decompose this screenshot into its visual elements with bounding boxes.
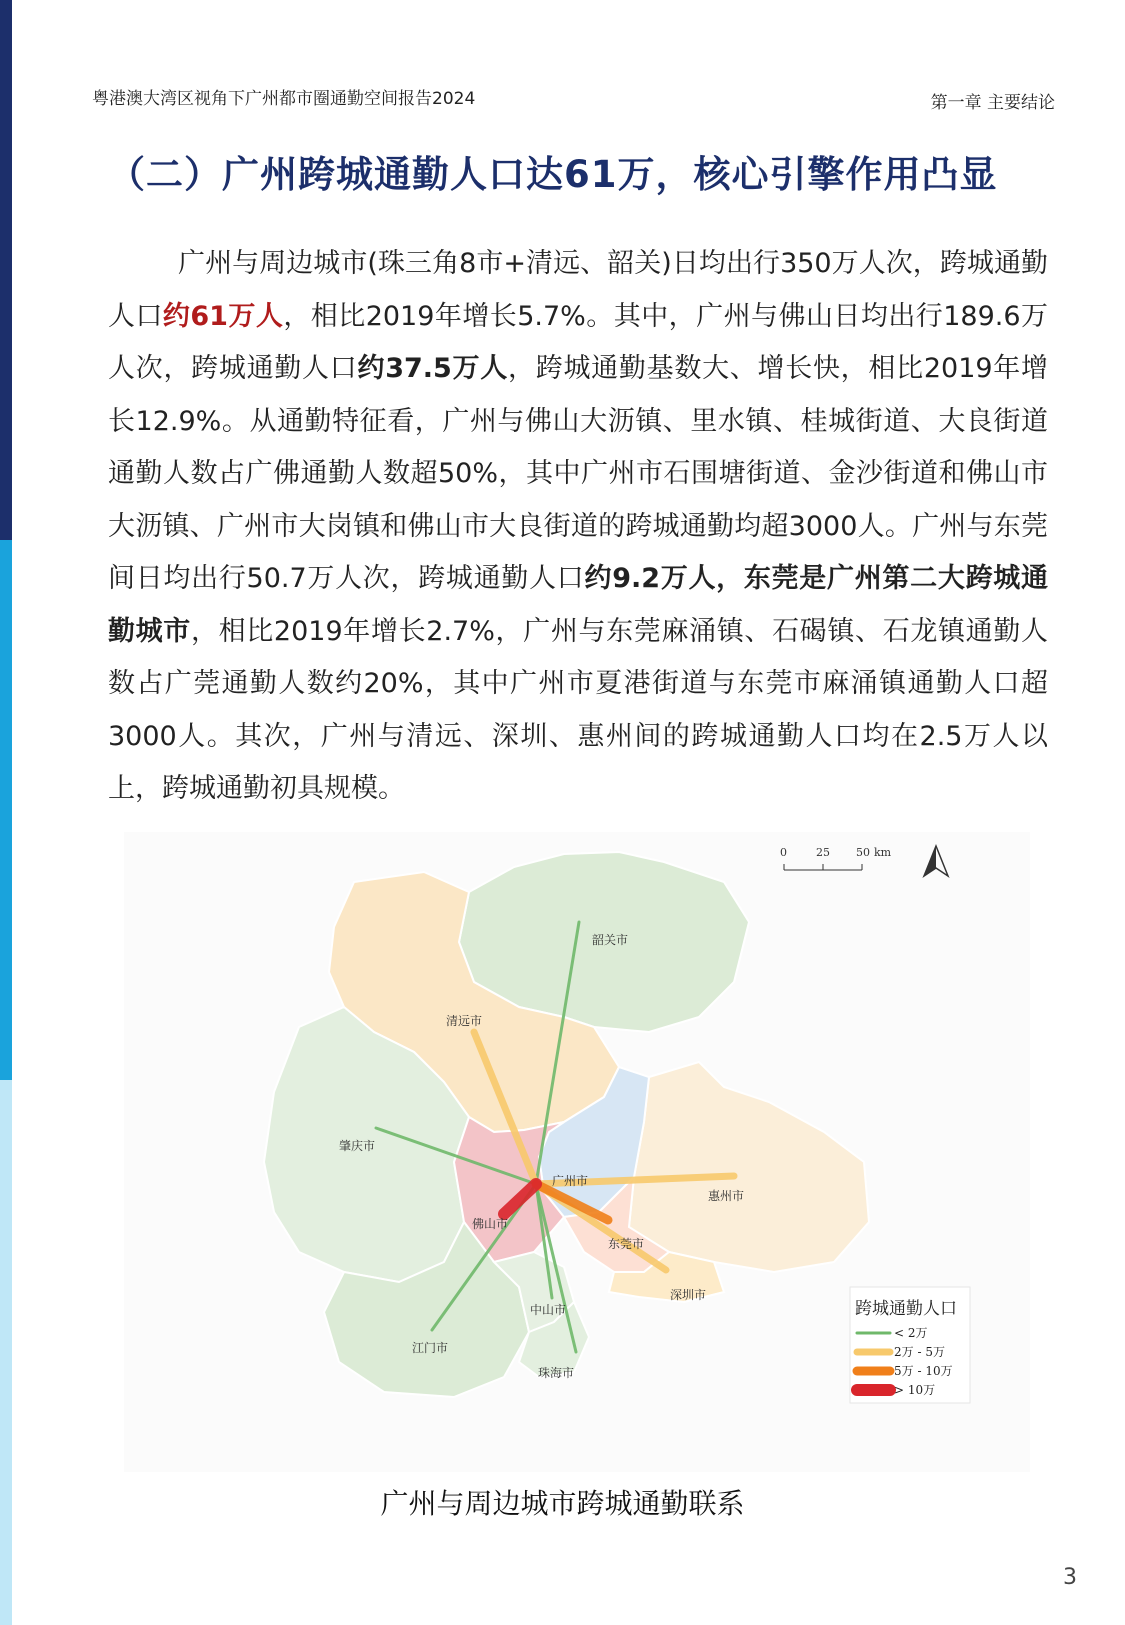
commute-map-svg [124,832,1030,1472]
edge-accent-bar-dark [0,0,12,540]
highlight-foshan-commuters: 约37.5万人 [357,353,509,384]
city-label-huizhou: 惠州市 [708,1189,745,1203]
paragraph-text-2: ，相比2019年增长5.7%。其中，广州与佛山日均出行189.6万人次，跨城通勤人口 [108,300,1048,384]
legend-title: 跨城通勤人口 [855,1299,957,1319]
paragraph-text-3: ，跨城通勤基数大、增长快，相比2019年增长12.9%。从通勤特征看，广州与佛山大沥镇、里水镇、桂城街道、大良街道通勤人数占广佛通勤人数超50%，其中广州市石围塘街道、金沙街道和佛山市大沥镇、广州市大岗镇和佛山市大良街道的跨城通勤均超3000人。广州与东莞间日均出行50.7万人次，跨城通勤人口 [108,353,1048,594]
legend-label-3: 5万 - 10万 [894,1364,953,1378]
city-label-zhongshan: 中山市 [530,1303,567,1317]
legend-label-2: 2万 - 5万 [894,1345,945,1359]
city-label-guangzhou: 广州市 [552,1174,589,1188]
city-label-zhaoqing: 肇庆市 [339,1139,376,1153]
city-label-shaoguan: 韶关市 [592,933,629,947]
legend-label-4: > 10万 [894,1383,936,1397]
scale-tick-25: 25 [816,846,830,859]
chapter-label: 第一章 主要结论 [930,93,1055,113]
highlight-total-commuters: 约61万人 [162,300,284,332]
city-label-foshan: 佛山市 [472,1217,509,1231]
highlight-dongguan-commuters: 约9.2万人，东莞是广州第二大跨城通勤城市 [108,563,1048,647]
city-label-shenzhen: 深圳市 [670,1288,707,1302]
scale-tick-0: 0 [780,846,787,859]
scale-unit: km [874,846,892,859]
paragraph-text-4: ，相比2019年增长2.7%，广州与东莞麻涌镇、石碣镇、石龙镇通勤人数占广莞通勤人数约20%，其中广州市夏港街道与东莞市麻涌镇通勤人口超3000人。其次，广州与清远、深圳、惠州间的跨城通勤人口均在2.5万人以上，跨城通勤初具规模。 [108,615,1048,804]
city-label-qingyuan: 清远市 [446,1014,483,1028]
scale-tick-50: 50 [856,846,870,859]
report-title: 粤港澳大湾区视角下广州都市圈通勤空间报告2024 [92,89,476,109]
paragraph-text-1: 广州与周边城市(珠三角8市+清远、韶关)日均出行350万人次，跨城通勤人口 [108,248,1048,332]
map-caption: 广州与周边城市跨城通勤联系 [380,1487,745,1520]
edge-accent-bar-light [0,1080,12,1625]
page-number: 3 [1063,1565,1077,1590]
commute-map [124,832,1030,1472]
map-legend [850,1287,970,1403]
body-paragraph [108,238,1048,816]
edge-accent-bar-mid [0,540,12,1080]
city-label-zhuhai: 珠海市 [538,1366,575,1380]
section-title: （二）广州跨城通勤人口达61万，核心引擎作用凸显 [108,153,998,196]
city-label-jiangmen: 江门市 [412,1341,449,1355]
legend-label-1: < 2万 [894,1326,928,1340]
city-label-dongguan: 东莞市 [608,1237,645,1251]
